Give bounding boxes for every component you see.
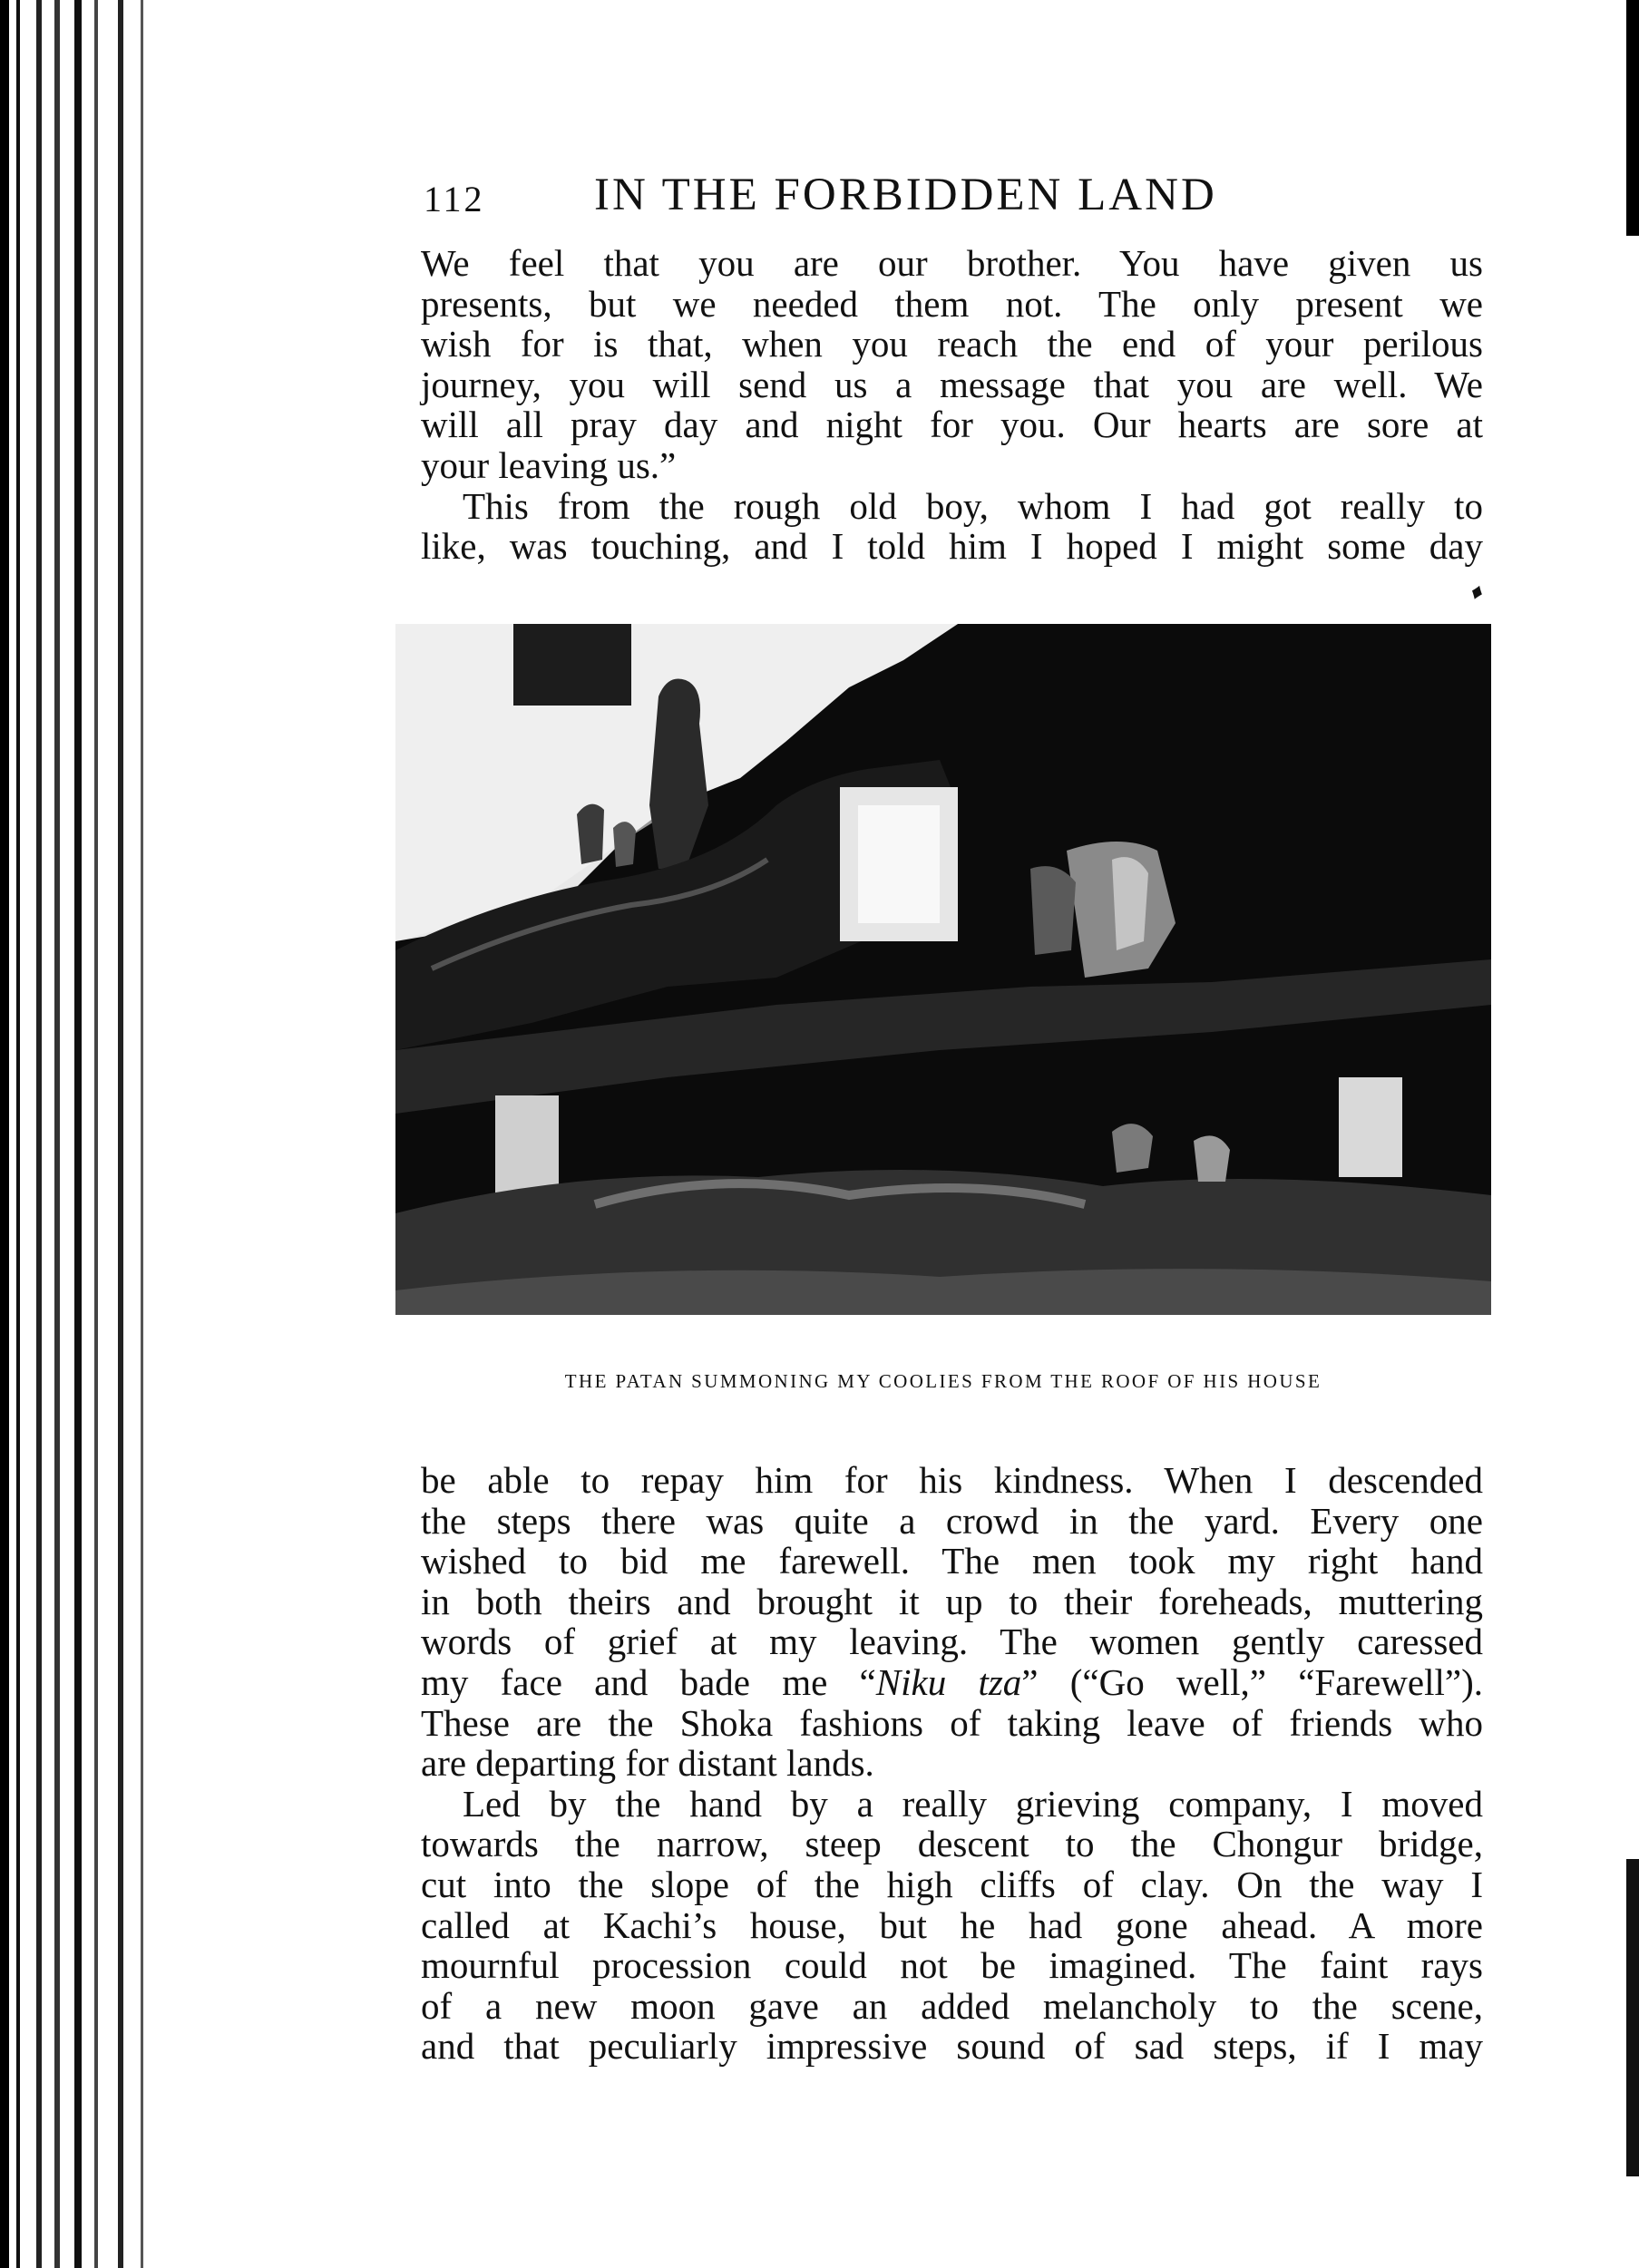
- text-line: These are the Shoka fashions of taking leave of friends who: [421, 1701, 1483, 1744]
- page-binding-edge: [0, 0, 154, 2268]
- text-line: presents, but we needed them not. The only present we: [421, 282, 1483, 325]
- text-line-part: ” (“Go well,” “Farewell”).: [1021, 1660, 1483, 1703]
- text-line: the steps there was quite a crowd in the yard. Every one: [421, 1499, 1483, 1542]
- text-line: like, was touching, and I told him I hoped I might some day: [421, 525, 1483, 568]
- text-line: in both theirs and brought it up to their foreheads, muttering: [421, 1580, 1483, 1622]
- text-line: and that peculiarly impressive sound of sad steps, if I may: [421, 2025, 1483, 2068]
- text-line: mournful procession could not be imagined. The faint rays: [421, 1944, 1483, 1987]
- text-line: will all pray day and night for you. Our hearts are sore at: [421, 404, 1483, 446]
- text-line: Led by the hand by a really grieving company, I moved: [463, 1782, 1483, 1825]
- text-line: are departing for distant lands.: [421, 1742, 874, 1785]
- running-title: IN THE FORBIDDEN LAND: [594, 170, 1217, 220]
- text-line: words of grief at my leaving. The women gently caressed: [421, 1621, 1483, 1663]
- photograph: [395, 624, 1491, 1315]
- text-line: towards the narrow, steep descent to the Chongur bridge,: [421, 1823, 1483, 1865]
- text-line: cut into the slope of the high cliffs of clay. On the way I: [421, 1863, 1483, 1905]
- page-right-edge: [1626, 0, 1639, 2268]
- text-line: called at Kachi’s house, but he had gone ahead. A more: [421, 1903, 1483, 1946]
- paragraph-block-top: [421, 243, 1483, 567]
- text-line: journey, you will send us a message that you are well. We: [421, 363, 1483, 405]
- text-line: your leaving us.”: [421, 443, 677, 486]
- text-line: wished to bid me farewell. The men took my right hand: [421, 1540, 1483, 1582]
- text-line-part: my face and bade me “: [421, 1660, 876, 1703]
- text-line: of a new moon gave an added melancholy to the scene,: [421, 1984, 1483, 2027]
- running-header: [424, 169, 1482, 223]
- page-number: 112: [424, 179, 485, 219]
- text-line: wish for is that, when you reach the end of your perilous: [421, 323, 1483, 365]
- photograph-illustration: [395, 624, 1491, 1315]
- text-line: We feel that you are our brother. You have given us: [421, 242, 1483, 284]
- ink-mark: ♦: [1467, 577, 1488, 607]
- text-line: be able to repay him for his kindness. When I descended: [421, 1459, 1483, 1501]
- text-line-with-italic: [421, 1662, 1483, 1703]
- paragraph-block-bottom: [421, 1460, 1483, 2067]
- italic-phrase: Niku tza: [875, 1660, 1022, 1703]
- text-line: This from the rough old boy, whom I had got really to: [463, 484, 1483, 527]
- figure-caption: THE PATAN SUMMONING MY COOLIES FROM THE ROOF OF HIS HOUSE: [564, 1370, 1322, 1392]
